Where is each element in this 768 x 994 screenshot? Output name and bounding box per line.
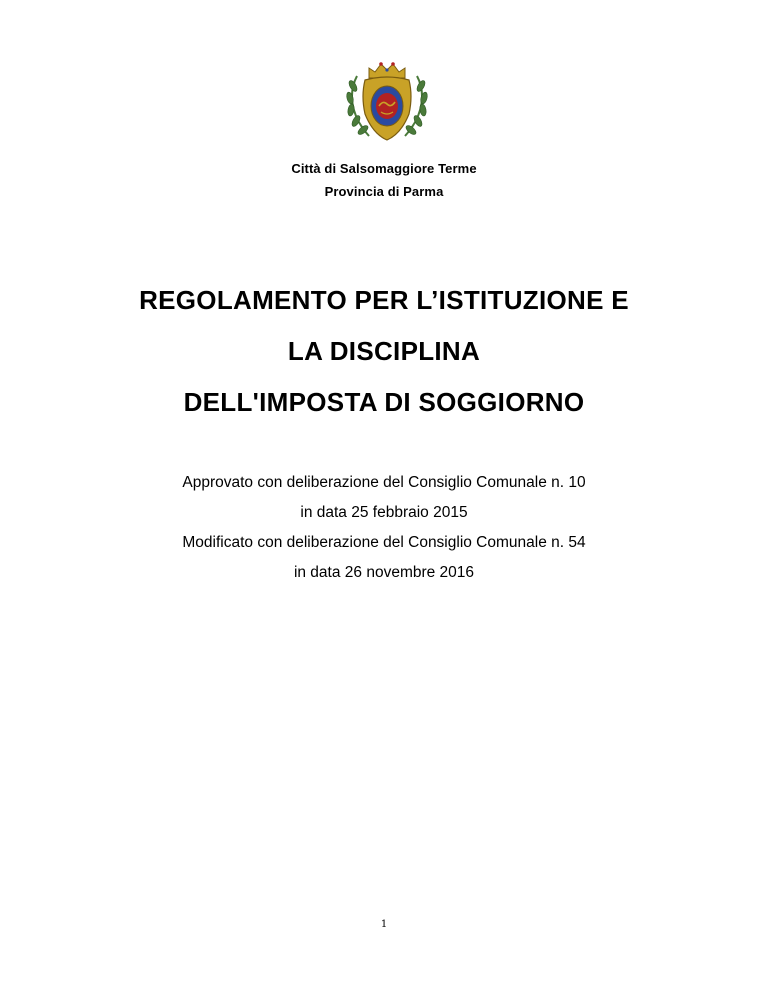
province-name: Provincia di Parma (324, 184, 444, 199)
approval-date-1: in data 25 febbraio 2015 (300, 504, 468, 521)
page-number: 1 (380, 919, 388, 930)
title-line-1: REGOLAMENTO PER L’ISTITUZIONE E (139, 285, 629, 315)
municipal-coat-of-arms-icon (339, 56, 435, 146)
crown-icon (369, 62, 405, 78)
modification-date: in data 26 novembre 2016 (293, 564, 475, 581)
title-line-3: DELL'IMPOSTA DI SOGGIORNO (183, 387, 585, 417)
shield-icon (363, 77, 411, 140)
title-line-2: LA DISCIPLINA (287, 336, 481, 366)
city-name: Città di Salsomaggiore Terme (291, 161, 477, 176)
approval-text-1: Approvato con deliberazione del Consiglio Comunale n. 10 (182, 474, 586, 491)
modification-text: Modificato con deliberazione del Consiglio Comunale n. 54 (182, 534, 586, 551)
